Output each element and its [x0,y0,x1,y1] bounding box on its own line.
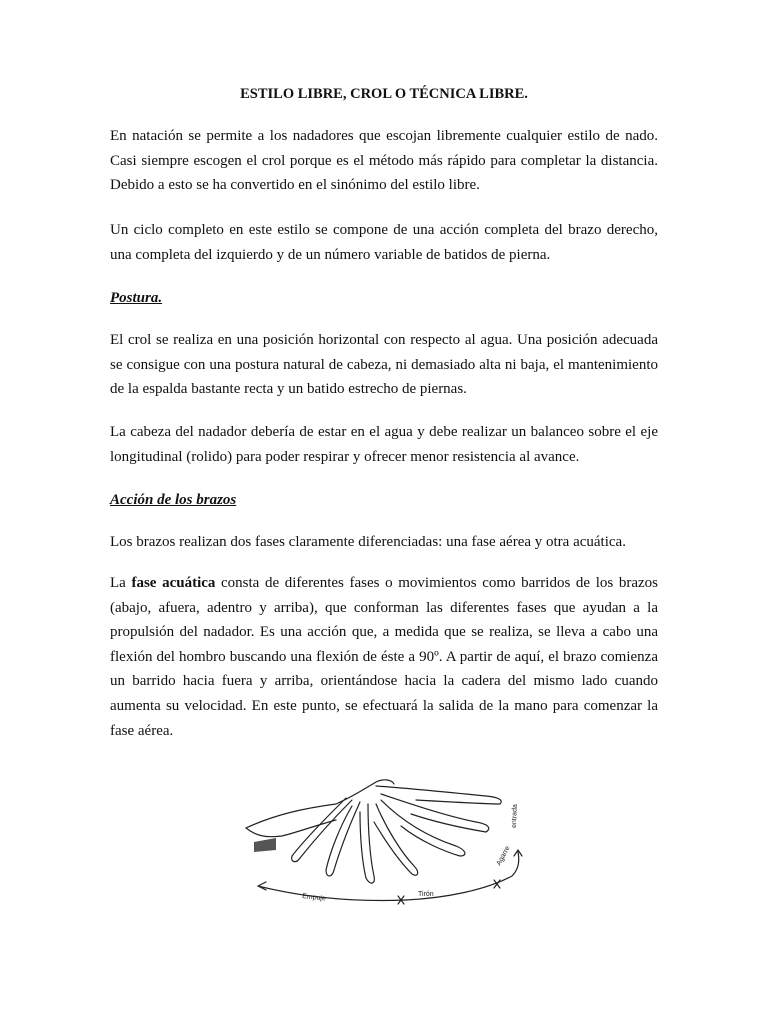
paragraph-brazos-1: Los brazos realizan dos fases claramente diferenciadas: una fase aérea y otra acuática. [110,534,626,550]
fase-acuatica-pre: La [110,575,132,591]
paragraph-postura-1: El crol se realiza en una posición horizontal con respecto al agua. Una posición adecuada se consigue con una postura natural de cabeza, ni demasiado alta ni baja, el mantenimiento de la espalda bastante recta y un batido estrecho de piernas. [110,332,658,398]
hand-path-arrowhead-start [258,882,266,890]
arm-position-1 [376,786,501,804]
paragraph-intro: En natación se permite a los nadadores que escojan libremente cualquier estilo de nado. Casi siempre escogen el crol porque es el método más rápido para completar la distancia. Debido a esto se ha convertido en el sinónimo del estilo libre. [110,128,658,194]
arm-position-2 [381,794,489,832]
arm-stroke-figure [236,766,532,930]
heading-postura: Postura. [110,290,163,306]
label-entrada: entrada [511,804,519,829]
paragraph-postura-2: La cabeza del nadador debería de estar en el agua y debe realizar un balanceo sobre el eje longitudinal (rolido) para poder respirar y ofrecer menor resistencia al avance. [110,424,658,465]
arm-position-3 [381,800,465,856]
fase-acuatica-term: fase acuática [131,575,216,591]
arm-stroke-diagram [236,766,532,930]
paragraph-ciclo: Un ciclo completo en este estilo se compone de una acción completa del brazo derecho, una completa del izquierdo y de un número variable de batidos de pierna. [110,222,658,263]
heading-accion-brazos: Acción de los brazos [110,492,237,508]
hand-path-arrow [258,852,519,903]
arm-position-7 [292,798,352,862]
label-tiron: Tirón [418,891,434,898]
paragraph-fase-acuatica [110,571,658,743]
arm-position-5 [360,804,374,883]
arm-position-4 [374,804,418,875]
arm-outline-upper [246,780,394,828]
shoulder-shading [254,838,276,852]
label-agarre: Agarre [495,845,512,867]
fase-acuatica-post: consta de diferentes fases o movimientos como barridos de los brazos (abajo, afuera, adentro y arriba), que conforman las diferentes fases que ayudan a la propulsión del nadador. Es una acción que, a medida que se realiza, se lleva a cabo una flexión del hombro buscando una flexión de éste a 90º. A partir de aquí, el brazo comienza un barrido hacia fuera y arriba, orientándose hacia la cadera del mismo lado cuando aumenta su velocidad. En este punto, se efectuará la salida de la mano para comenzar la fase aérea. [110,575,658,739]
document-title: ESTILO LIBRE, CROL O TÉCNICA LIBRE. [240,86,528,102]
label-empuje: Empuje [301,893,327,903]
